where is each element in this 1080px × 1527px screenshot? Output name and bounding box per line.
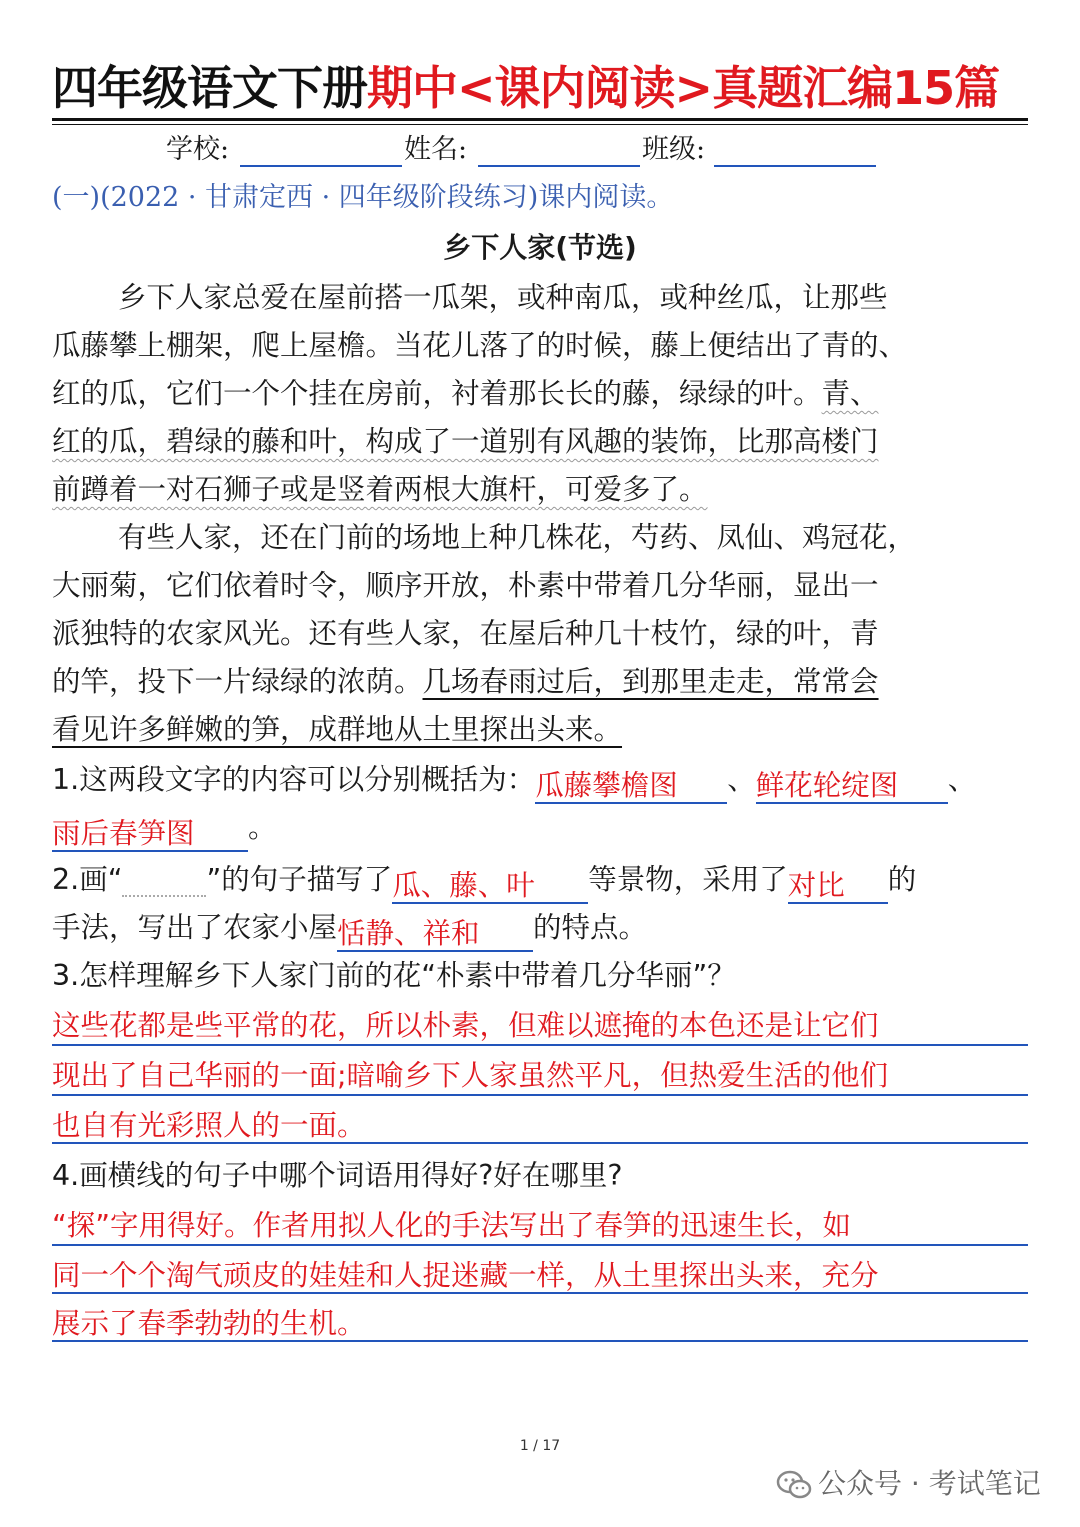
q4-answer-line3: 展示了春季勃勃的生机。 bbox=[52, 1307, 366, 1340]
p1-line4-wavy: 红的瓜，碧绿的藤和叶，构成了一道别有风趣的装饰，比那高楼门 bbox=[52, 425, 879, 458]
q3-answer-rule-3[interactable] bbox=[52, 1142, 1028, 1144]
school-label: 学校: bbox=[166, 134, 230, 165]
q4-answer-line1: “探”字用得好。作者用拟人化的手法写出了春笋的迅速生长，如 bbox=[52, 1209, 852, 1242]
question-4: 4.画横线的句子中哪个词语用得好?好在哪里? bbox=[52, 1159, 623, 1192]
q3-answer-line2: 现出了自己华丽的一面;暗喻乡下人家虽然平凡，但热爱生活的他们 bbox=[52, 1059, 889, 1092]
p1-line5-wavy: 前蹲着一对石狮子或是竖着两根大旗杆，可爱多了。 bbox=[52, 473, 708, 506]
name-label: 姓名: bbox=[404, 134, 468, 165]
question-2-cont bbox=[52, 904, 1042, 952]
p1-line2: 瓜藤攀上棚架，爬上屋檐。当花儿落了的时候，藤上便结出了青的、 bbox=[52, 329, 908, 362]
q3-answer-rule-1[interactable] bbox=[52, 1044, 1028, 1046]
question-2 bbox=[52, 856, 1042, 904]
title-rule-thin bbox=[52, 124, 1028, 125]
q1-sep-1: 、 bbox=[727, 763, 756, 796]
q2-part1: 2.画“ bbox=[52, 863, 123, 896]
q3-answer-line1: 这些花都是些平常的花，所以朴素，但难以遮掩的本色还是让它们 bbox=[52, 1009, 879, 1042]
q4-answer-rule-1[interactable] bbox=[52, 1244, 1028, 1246]
q2-wavy-marker bbox=[122, 865, 206, 897]
title-black-part: 四年级语文下册 bbox=[52, 61, 367, 115]
p2-line1: 有些人家，还在门前的场地上种几株花，芍药、凤仙、鸡冠花， bbox=[118, 521, 917, 554]
q1-text: 1.这两段文字的内容可以分别概括为： bbox=[52, 763, 536, 796]
title-red-part: 期中<课内阅读>真题汇编15篇 bbox=[367, 61, 1000, 115]
q3-answer-line3: 也自有光彩照人的一面。 bbox=[52, 1109, 366, 1142]
question-3: 3.怎样理解乡下人家门前的花“朴素中带着几分华丽”？ bbox=[52, 959, 736, 992]
p2-line5-underlined: 看见许多鲜嫩的笋，成群地从土里探出头来。 bbox=[52, 713, 623, 746]
q2-part4: 的 bbox=[887, 863, 917, 896]
p1-line4 bbox=[52, 418, 1042, 466]
p2-line4-underlined: 几场春雨过后，到那里走走，常常会 bbox=[422, 665, 879, 698]
class-label: 班级: bbox=[642, 134, 706, 165]
page-number: 1 / 17 bbox=[519, 1438, 561, 1454]
q1-end: 。 bbox=[248, 811, 277, 844]
watermark bbox=[776, 1462, 1041, 1506]
q2-answer-3[interactable]: 恬静、祥和 bbox=[337, 910, 533, 952]
school-field[interactable] bbox=[240, 165, 402, 167]
q1-answer-3[interactable]: 雨后春笋图 bbox=[52, 810, 248, 852]
passage-title: 乡下人家(节选) bbox=[443, 231, 637, 264]
q2-part2: ”的句子描写了 bbox=[206, 863, 393, 896]
q3-answer-rule-2[interactable] bbox=[52, 1094, 1028, 1096]
watermark-text: 公众号 · 考试笔记 bbox=[818, 1467, 1041, 1500]
q2-part3: 等景物，采用了 bbox=[588, 863, 788, 896]
p1-line3-wavy: 青、 bbox=[821, 377, 879, 410]
p2-line4-plain: 的竿，投下一片绿绿的浓荫。 bbox=[52, 665, 423, 698]
question-1 bbox=[52, 756, 1042, 804]
p2-line5 bbox=[52, 706, 1042, 754]
q1-answer-2[interactable]: 鲜花轮绽图 bbox=[756, 762, 948, 804]
q2-answer-2[interactable]: 对比 bbox=[788, 862, 888, 904]
p1-line3 bbox=[52, 370, 1042, 418]
wechat-icon bbox=[776, 1469, 812, 1501]
title-rule-thick bbox=[52, 118, 1028, 121]
class-field[interactable] bbox=[714, 165, 876, 167]
section-heading: (一)(2022 · 甘肃定西 · 四年级阶段练习)课内阅读。 bbox=[52, 182, 674, 213]
name-field[interactable] bbox=[478, 165, 640, 167]
q4-answer-rule-2[interactable] bbox=[52, 1292, 1028, 1294]
p1-line1: 乡下人家总爱在屋前搭一瓜架，或种南瓜，或种丝瓜，让那些 bbox=[118, 281, 888, 314]
p2-line2: 大丽菊，它们依着时令，顺序开放，朴素中带着几分华丽，显出一 bbox=[52, 569, 879, 602]
q1-sep-2: 、 bbox=[947, 763, 977, 796]
question-1-cont bbox=[52, 804, 1042, 852]
q4-answer-line2: 同一个个淘气顽皮的娃娃和人捉迷藏一样，从土里探出头来，充分 bbox=[52, 1259, 879, 1292]
q2-part6: 的特点。 bbox=[533, 911, 648, 944]
p1-line5 bbox=[52, 466, 1042, 514]
q2-answer-1[interactable]: 瓜、藤、叶 bbox=[392, 862, 588, 904]
p2-line3: 派独特的农家风光。还有些人家，在屋后种几十枝竹，绿的叶，青 bbox=[52, 617, 879, 650]
document-title bbox=[52, 58, 1032, 118]
q2-part5: 手法，写出了农家小屋 bbox=[52, 911, 338, 944]
p1-line3-plain: 红的瓜，它们一个个挂在房前，衬着那长长的藤，绿绿的叶。 bbox=[52, 377, 822, 410]
q1-answer-1[interactable]: 瓜藤攀檐图 bbox=[535, 762, 727, 804]
p2-line4 bbox=[52, 658, 1042, 706]
q4-answer-rule-3[interactable] bbox=[52, 1340, 1028, 1342]
